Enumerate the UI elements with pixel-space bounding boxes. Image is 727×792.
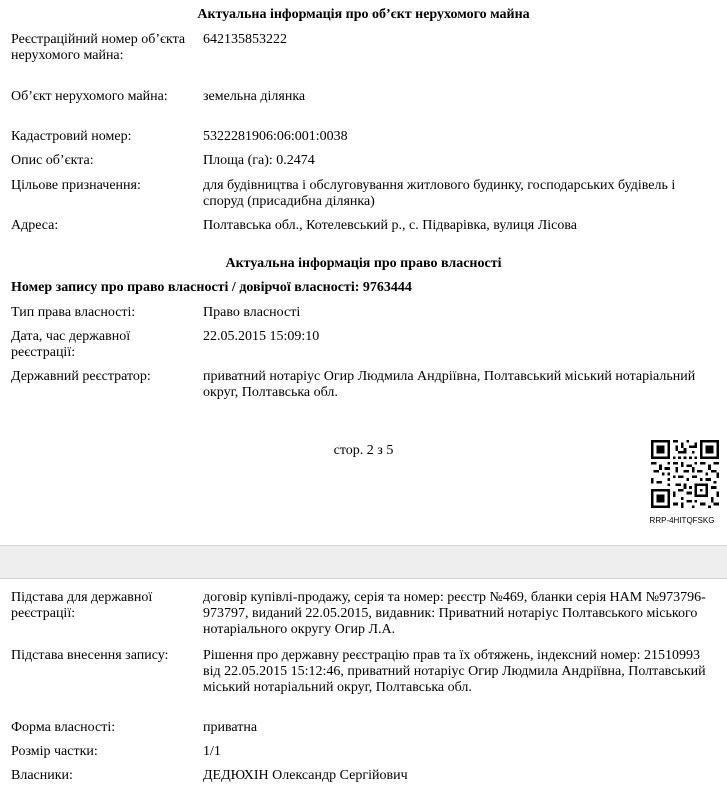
right-section-heading: Актуальна інформація про право власності [225,256,502,271]
qr-caption: RRP-4HITQFSKG [649,516,715,525]
row-label-registration-basis: Підстава для державної реєстрації: [11,590,153,621]
row-value-object-description: Площа (га): 0.2474 [203,153,315,168]
row-value-registrar: приватний нотаріус Огир Людмила Андріївна, Полтавський міський нотаріальний округ, Полтавська обл. [203,369,696,400]
row-value-right-type: Право власності [203,305,301,320]
row-value-owners: ДЕДЮХІН Олександр Сергійович [203,768,408,783]
row-label-purpose: Цільове призначення: [11,178,141,193]
row-label-owners: Власники: [11,768,73,783]
row-value-registration-number: 642135853222 [203,32,287,47]
row-label-registration-date: Дата, час державної реєстрації: [11,329,131,360]
row-value-address: Полтавська обл., Котелевський р., с. Підварівка, вулиця Лісова [203,218,577,233]
page-number: стор. 2 з 5 [333,443,394,458]
row-value-ownership-form: приватна [203,720,258,735]
row-value-share-size: 1/1 [203,744,221,759]
record-number-line: Номер запису про право власності / довірчої власності: 9763444 [11,280,412,295]
row-value-registration-date: 22.05.2015 15:09:10 [203,329,320,344]
row-value-registration-basis: договір купівлі-продажу, серія та номер: реєстр №469, бланки серія НАМ №973796-973797, виданий 22.05.2015, видавник: Приватний нотаріус Полтавського міського нотаріального округу Огир Л.А. [203,590,706,637]
row-label-right-type: Тип права власності: [11,305,136,320]
row-label-object-description: Опис об’єкта: [11,153,94,168]
row-value-cadastral-number: 5322281906:06:001:0038 [203,129,348,144]
row-value-object-type: земельна ділянка [203,89,306,104]
row-label-registrar: Державний реєстратор: [11,369,151,384]
row-label-share-size: Розмір частки: [11,744,98,759]
qr-code [651,440,719,508]
row-label-object-type: Об’єкт нерухомого майна: [11,89,168,104]
object-section-heading: Актуальна інформація про об’єкт нерухомого майна [197,7,530,22]
row-label-entry-basis: Підстава внесення запису: [11,648,169,663]
row-value-purpose: для будівництва і обслуговування житлового будинку, господарських будівель і споруд (присадибна ділянка) [203,178,676,209]
row-label-cadastral-number: Кадастровий номер: [11,129,132,144]
row-label-address: Адреса: [11,218,59,233]
page-separator [0,545,727,579]
row-label-registration-number: Реєстраційний номер об’єкта нерухомого майна: [11,32,186,63]
row-value-entry-basis: Рішення про державну реєстрацію прав та їх обтяжень, індексний номер: 21510993 від 22.05.2015 15:12:46, приватний нотаріус Огир Людмила Андріївна, Полтавський міський нотаріальний округ, Полтавська обл. [203,648,706,695]
row-label-ownership-form: Форма власності: [11,720,116,735]
